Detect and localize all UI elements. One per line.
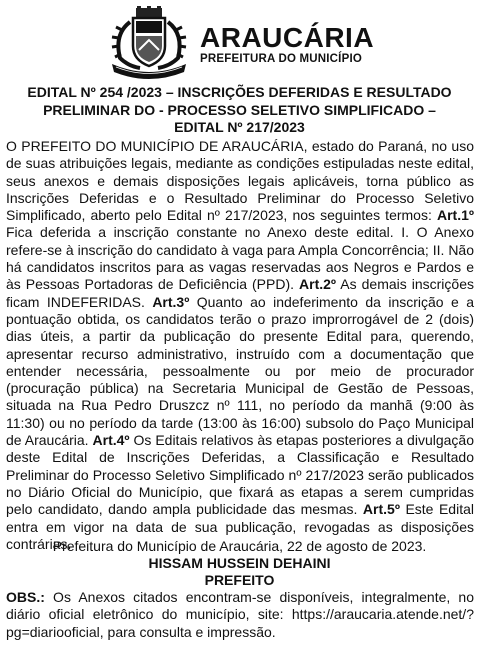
art5-label: Art.5º (362, 501, 400, 518)
brand-name: ARAUCÁRIA (200, 22, 375, 53)
art2-label: Art.2º (299, 276, 337, 293)
art5-text: Este Edital entra em vigor na data de sua publicação, revogadas as disposições contrárias. (6, 501, 474, 552)
art4-label: Art.4º (92, 432, 130, 449)
art3-text: Quanto ao indeferimento da inscrição e a pontuação obtida, os candidatos terão o prazo improrrogável de 2 (dois) dias úteis, a partir da publicação do presente Edital para, querendo, apresentar recurso administrativo, instruído com a documentação que entender necessária, pessoalmente ou por meio de procurador (procuração pública) na Secretaria Municipal de Gestão de Pessoas, situada na Rua Pedro Druszcz nº 111, no período da manhã (9:00 às 11:30) ou no período da tarde (13:00 às 16:00) subsolo do Paço Municipal de Araucária. (6, 293, 474, 449)
edital-body (6, 138, 474, 553)
title-line-3: EDITAL Nº 217/2023 (174, 119, 305, 135)
obs-label: OBS.: (6, 589, 45, 605)
intro-text: O PREFEITO DO MUNICÍPIO DE ARAUCÁRIA, estado do Paraná, no uso de suas atribuições legais, mediante as condições estipuladas neste edital, seus anexos e demais disposições legais aplicáveis, torna público as Inscrições Deferidas e o Resultado Preliminar do Processo Seletivo Simplificado, aberto pelo Edital nº 217/2023, nos seguintes termos: (6, 138, 474, 224)
art1-text: Fica deferida a inscrição constante no Anexo deste edital. I. O Anexo refere-se à inscrição do candidato à vaga para Ampla Concorrência; II. Não há candidatos inscritos para as vagas reservadas aos Negros e Pardos e às Pessoas Portadoras de Deficiência (PPD). (6, 224, 474, 293)
header (0, 0, 479, 82)
art1-label: Art.1º (436, 207, 474, 224)
municipal-seal-icon (106, 6, 192, 80)
title-line-1: EDITAL Nº 254 /2023 – INSCRIÇÕES DEFERIDAS E RESULTADO (27, 84, 452, 100)
art3-label: Art.3º (152, 293, 190, 310)
art4-text: Os Editais relativos às etapas posteriores a divulgação deste Edital de Inscrições Deferidas, a Classificação e Resultado Preliminar do Processo Seletivo Simplificado nº 217/2023 serão publicados no Diário Oficial do Município, que fixará as etapas a serem cumpridas pelo candidato, dando ampla publicidade das mesmas. (6, 432, 474, 518)
signature-place-date: Prefeitura do Município de Araucária, 22 de agosto de 2023. (52, 538, 427, 554)
observation-note (6, 589, 474, 641)
art2-text: As demais inscrições ficam INDEFERIDAS. (6, 276, 474, 310)
signature-role: PREFEITO (204, 572, 275, 588)
brand-subtitle: PREFEITURA DO MUNICÍPIO (200, 53, 362, 65)
signature-name: HISSAM HUSSEIN DEHAINI (148, 555, 331, 571)
edital-text (6, 138, 474, 553)
title-line-2: PRELIMINAR DO - PROCESSO SELETIVO SIMPLIFICADO – (43, 101, 436, 118)
obs-text: Os Anexos citados encontram-se disponíveis, integralmente, no diário oficial eletrônico do município, site: https://araucaria.atende.net/?pg=diariooficial, para consulta e impressão. (6, 589, 474, 640)
brand (200, 24, 374, 65)
page-title (0, 84, 479, 137)
